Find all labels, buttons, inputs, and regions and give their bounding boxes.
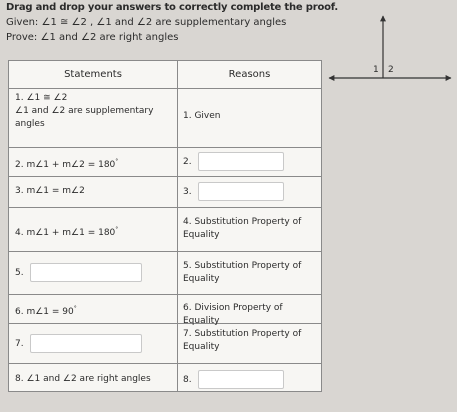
degree-symbol: °: [115, 226, 119, 233]
reason-8-prefix: 8.: [183, 375, 192, 385]
reason-2-drop-target[interactable]: [198, 152, 284, 171]
reasons-header: Reasons: [228, 69, 271, 80]
statement-7: [15, 334, 175, 353]
statement-7-prefix: 7.: [15, 339, 24, 349]
reason-7: 7. Substitution Property of Equality: [183, 329, 302, 352]
row-divider: [9, 147, 321, 148]
statement-4-text: 4. m∠1 + m∠1 = 180: [15, 228, 116, 238]
statement-5-prefix: 5.: [15, 268, 24, 278]
statement-2-text: 2. m∠1 + m∠2 = 180: [15, 160, 116, 170]
row-divider: [9, 363, 321, 364]
reason-8-drop-target[interactable]: [198, 370, 284, 389]
reason-3-prefix: 3.: [183, 187, 192, 197]
statement-3: 3. m∠1 = m∠2: [15, 186, 85, 196]
row-divider: [9, 88, 321, 89]
proof-table: [8, 60, 322, 392]
reason-2: [183, 152, 321, 171]
reason-8: [183, 370, 321, 389]
instruction-text: Drag and drop your answers to correctly complete the proof.: [6, 2, 338, 13]
reason-1: 1. Given: [183, 111, 221, 121]
row-divider: [9, 207, 321, 208]
given-text: Given: ∠1 ≅ ∠2 , ∠1 and ∠2 are supplementary angles: [6, 17, 287, 28]
statement-6: [15, 302, 175, 319]
statement-2: [15, 155, 175, 172]
reason-3-drop-target[interactable]: [198, 182, 284, 201]
statement-8: 8. ∠1 and ∠2 are right angles: [15, 374, 151, 384]
angle-diagram: [325, 10, 455, 130]
degree-symbol: °: [73, 305, 77, 312]
reason-3: [183, 182, 321, 201]
row-divider: [9, 176, 321, 177]
row-divider: [9, 251, 321, 252]
row-divider: [9, 294, 321, 295]
angle-2-label: 2: [388, 65, 394, 75]
degree-symbol: °: [115, 158, 119, 165]
reason-2-prefix: 2.: [183, 157, 192, 167]
angle-1-label: 1: [373, 65, 379, 75]
statement-4: [15, 223, 175, 240]
reason-6: 6. Division Property of Equality: [183, 303, 283, 326]
statement-7-drop-target[interactable]: [30, 334, 142, 353]
statement-1: 1. ∠1 ≅ ∠2 ∠1 and ∠2 are supplementary angles: [15, 93, 154, 129]
column-divider: [177, 61, 178, 391]
prove-text: Prove: ∠1 and ∠2 are right angles: [6, 32, 179, 43]
statement-5: [15, 263, 175, 282]
reason-5: 5. Substitution Property of Equality: [183, 261, 302, 284]
statements-header: Statements: [64, 69, 122, 80]
statement-6-text: 6. m∠1 = 90: [15, 307, 74, 317]
reason-4: 4. Substitution Property of Equality: [183, 217, 302, 240]
statement-5-drop-target[interactable]: [30, 263, 142, 282]
